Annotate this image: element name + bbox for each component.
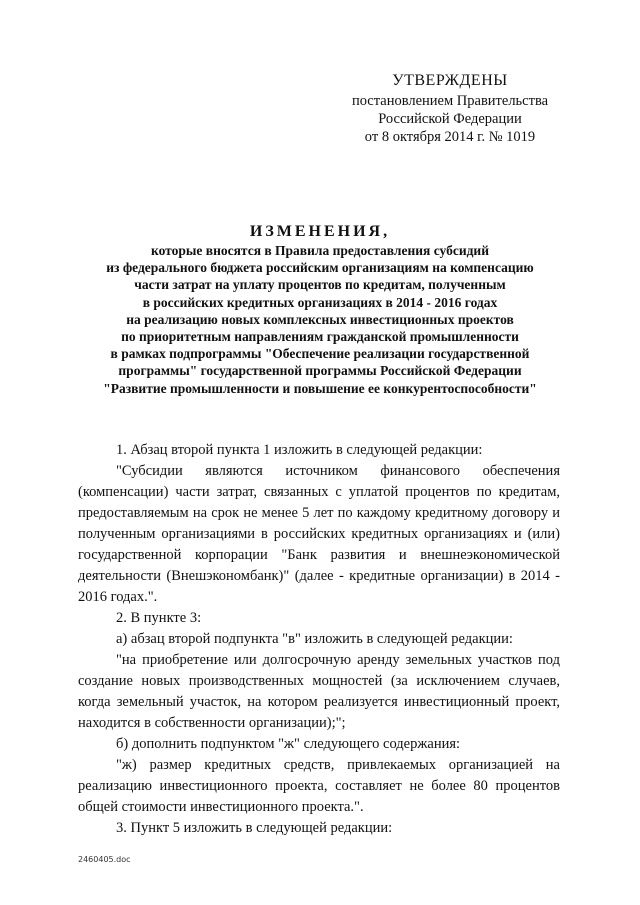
subtitle-line: на реализацию новых комплексных инвестиционных проектов bbox=[126, 311, 514, 327]
document-title: ИЗМЕНЕНИЯ, bbox=[249, 223, 391, 240]
subtitle-line: из федерального бюджета российским организациям на компенсацию bbox=[106, 260, 534, 276]
approval-date-line: от 8 октября 2014 г. № 1019 bbox=[364, 129, 536, 145]
paragraph: 3. Пункт 5 изложить в следующей редакции: bbox=[116, 820, 393, 836]
paragraph: "ж) размер кредитных средств, привлекаемых организацией на реализацию инвестиционного проекта, составляет не более 80 процентов общей стоимости инвестиционного проекта.". bbox=[78, 757, 560, 815]
subtitle-line: части затрат на уплату процентов по кредитам, полученным bbox=[134, 277, 506, 293]
subtitle-line: программы" государственной программы Российской Федерации bbox=[118, 363, 522, 379]
document-subtitle bbox=[60, 242, 580, 397]
paragraph: "Субсидии являются источником финансового обеспечения (компенсации) части затрат, связанных с уплатой процентов по кредитам, предоставляемым на срок не менее 5 лет по каждому кредитному договору и полученным организациями в российских кредитных организациях и (или) государственной корпорации "Банк развития и внешнеэкономической деятельности (Внешэкономбанк)" (далее - кредитные организации) в 2014 - 2016 годах.". bbox=[78, 463, 560, 605]
subtitle-line: которые вносятся в Правила предоставления субсидий bbox=[151, 243, 489, 258]
subtitle-line: по приоритетным направлениям гражданской промышленности bbox=[121, 329, 519, 345]
paragraph: б) дополнить подпунктом "ж" следующего содержания: bbox=[116, 736, 461, 752]
file-name-footer: 2460405.doc bbox=[78, 855, 131, 864]
subtitle-line: в рамках подпрограммы "Обеспечение реализации государственной bbox=[110, 346, 530, 362]
paragraph: а) абзац второй подпункта "в" изложить в следующей редакции: bbox=[116, 631, 513, 647]
approval-block bbox=[330, 70, 570, 146]
subtitle-line: "Развитие промышленности и повышение ее конкурентоспособности" bbox=[103, 380, 537, 396]
approval-line: постановлением Правительства bbox=[351, 93, 549, 109]
approval-line: Российской Федерации bbox=[378, 111, 522, 127]
approval-title: УТВЕРЖДЕНЫ bbox=[392, 72, 508, 89]
paragraph: 2. В пункте 3: bbox=[116, 610, 202, 626]
paragraph: "на приобретение или долгосрочную аренду земельных участков под создание новых производственных мощностей (за исключением случаев, когда земельный участок, на котором реализуется инвестиционный проект, находится в собственности организации);"; bbox=[78, 652, 560, 731]
document-body bbox=[78, 440, 560, 839]
paragraph: 1. Абзац второй пункта 1 изложить в следующей редакции: bbox=[116, 442, 483, 458]
subtitle-line: в российских кредитных организациях в 2014 - 2016 годах bbox=[142, 294, 498, 310]
